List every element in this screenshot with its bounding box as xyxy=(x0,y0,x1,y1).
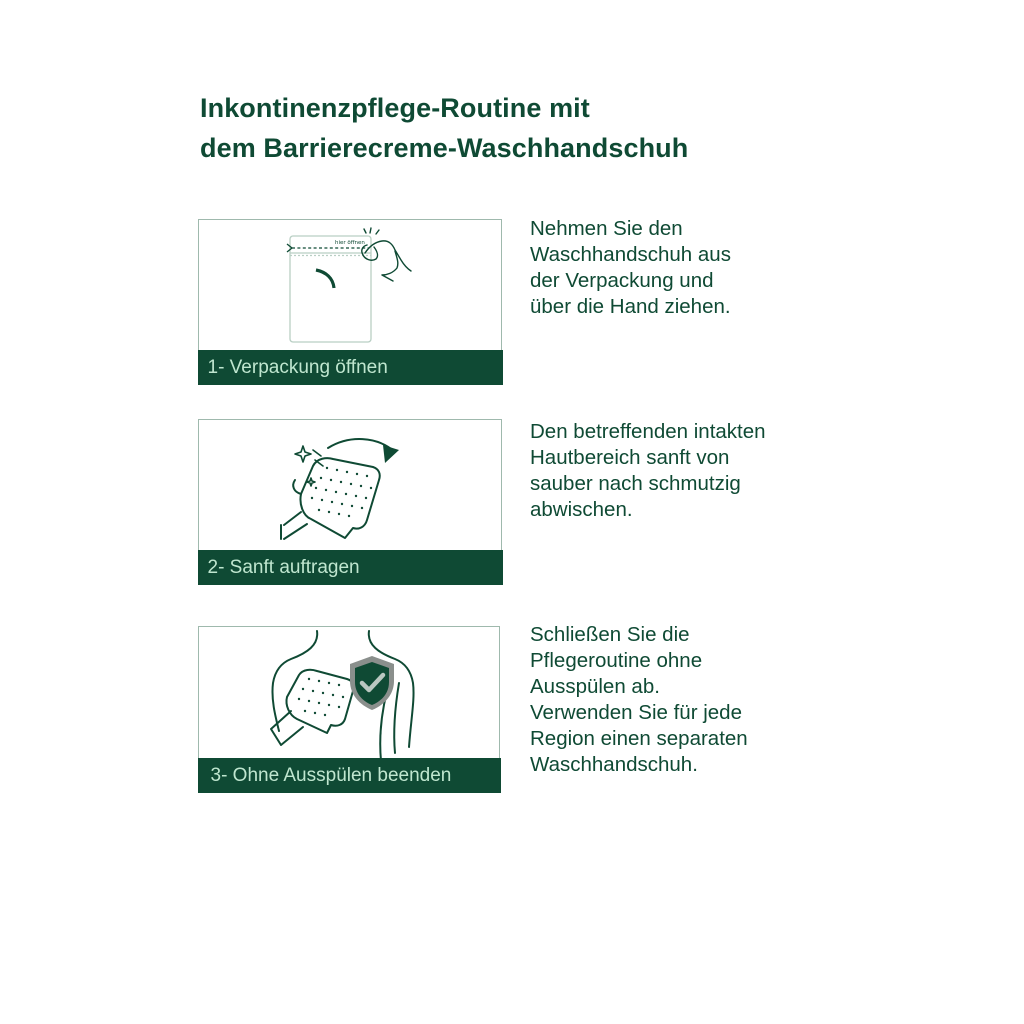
page-title xyxy=(200,88,688,168)
step-2-line-2: Hautbereich sanft von xyxy=(530,446,730,469)
title-line-2: dem Barrierecreme-Waschhandschuh xyxy=(200,133,689,163)
tear-text: hier öffnen xyxy=(335,240,365,246)
step-2-line-1: Den betreffenden intakten xyxy=(530,420,766,443)
step-1-line-1: Nehmen Sie den xyxy=(530,217,683,240)
step-3-line-1: Schließen Sie die xyxy=(530,623,690,646)
step-1-description xyxy=(530,216,850,320)
step-2-line-3: sauber nach schmutzig xyxy=(530,472,741,495)
step-3-line-6: Waschhandschuh. xyxy=(530,753,698,776)
step-3-line-3: Ausspülen ab. xyxy=(530,675,660,698)
step-2-card xyxy=(198,419,502,584)
step-3-label: 3- Ohne Ausspülen beenden xyxy=(198,758,501,793)
step-3-line-4: Verwenden Sie für jede xyxy=(530,701,742,724)
step-2-line-4: abwischen. xyxy=(530,498,633,521)
step-1-line-4: über die Hand ziehen. xyxy=(530,295,731,318)
step-3-description xyxy=(530,622,850,778)
step-2-label: 2- Sanft auftragen xyxy=(198,550,503,585)
title-line-1: Inkontinenzpflege-Routine mit xyxy=(200,93,590,123)
step-1-label: 1- Verpackung öffnen xyxy=(198,350,503,385)
step-3-card xyxy=(198,626,500,792)
step-3-line-5: Region einen separaten xyxy=(530,727,748,750)
step-1-line-2: Waschhandschuh aus xyxy=(530,243,731,266)
step-1-card xyxy=(198,219,502,384)
shield-check-icon xyxy=(347,655,397,711)
step-3-line-2: Pflegeroutine ohne xyxy=(530,649,703,672)
step-2-description xyxy=(530,419,850,523)
step-1-line-3: der Verpackung und xyxy=(530,269,714,292)
